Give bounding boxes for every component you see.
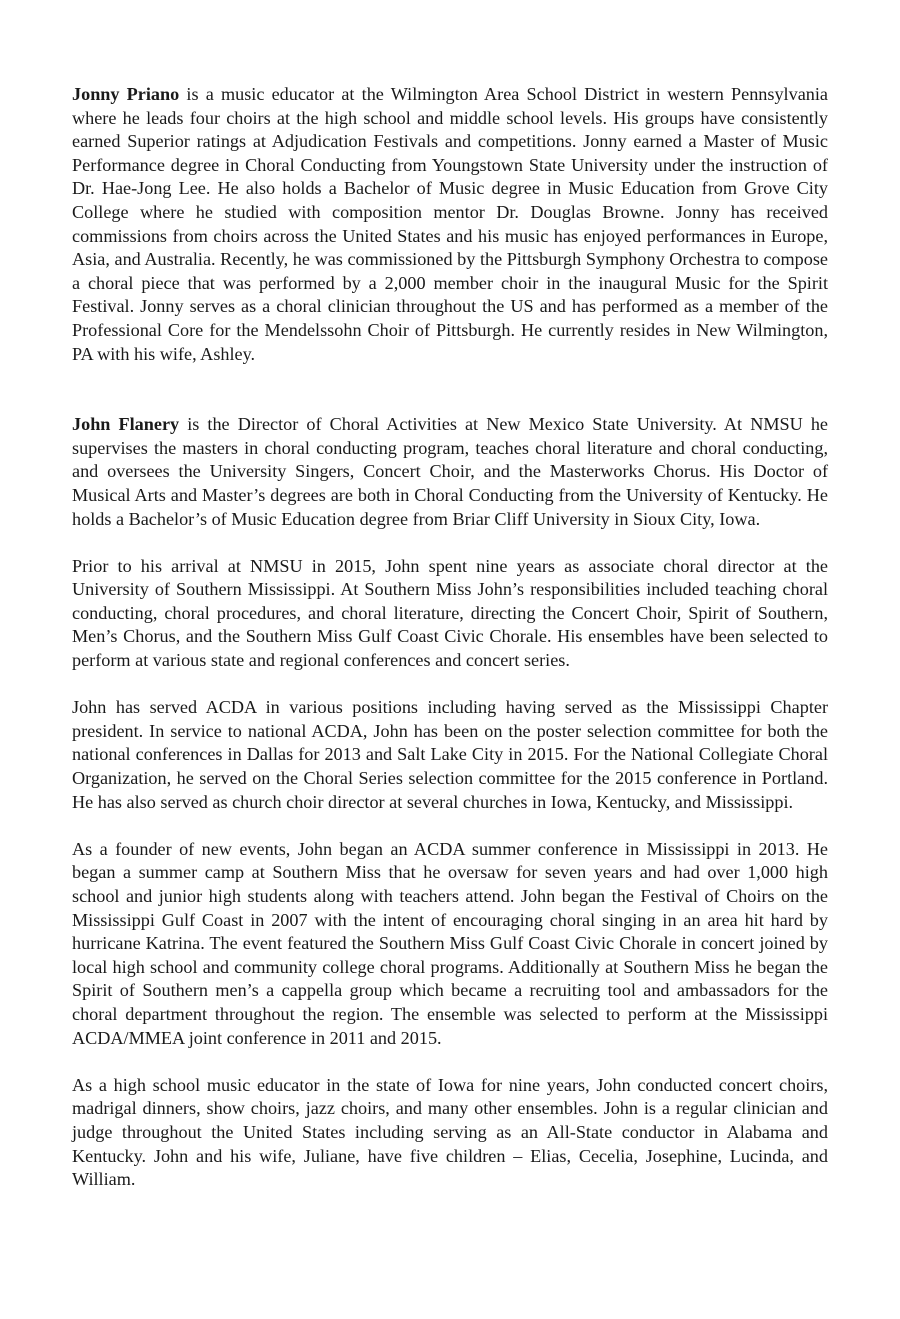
bio-flanery-paragraph-2: Prior to his arrival at NMSU in 2015, John spent nine years as associate choral director at the University of Southern Mississippi. At Southern Miss John’s responsibilities included teaching choral conducting, choral procedures, and choral literature, directing the Concert Choir, Spirit of Southern, Men’s Chorus, and the Southern Miss Gulf Coast Civic Chorale. His ensembles have been selected to perform at various state and regional conferences and concert series. xyxy=(72,555,828,671)
bio-priano-paragraph xyxy=(72,83,828,366)
bio-flanery-intro-text: is the Director of Choral Activities at New Mexico State University. At NMSU he supervises the masters in choral conducting program, teaches choral literature and choral conducting, and oversees the University Singers, Concert Choir, and the Masterworks Chorus. His Doctor of Musical Arts and Master’s degrees are both in Choral Conducting from the University of Kentucky. He holds a Bachelor’s of Music Education degree from Briar Cliff University in Sioux City, Iowa. xyxy=(72,414,828,529)
bio-flanery-intro-paragraph xyxy=(72,413,828,531)
bio-name-flanery: John Flanery xyxy=(72,414,180,435)
bio-flanery-paragraph-5: As a high school music educator in the state of Iowa for nine years, John conducted concert choirs, madrigal dinners, show choirs, jazz choirs, and many other ensembles. John is a regular clinician and judge throughout the United States including serving as an All-State conductor in Alabama and Kentucky. John and his wife, Juliane, have five children – Elias, Cecelia, Josephine, Lucinda, and William. xyxy=(72,1074,828,1190)
document-page xyxy=(72,83,828,1192)
bio-flanery-paragraph-4: As a founder of new events, John began an ACDA summer conference in Mississippi in 2013. He began a summer camp at Southern Miss that he oversaw for seven years and had over 1,000 high school and junior high students along with teachers attend. John began the Festival of Choirs on the Mississippi Gulf Coast in 2007 with the intent of encouraging choral singing in an area hit hard by hurricane Katrina. The event featured the Southern Miss Gulf Coast Civic Chorale in concert joined by local high school and community college choral programs. Additionally at Southern Miss he began the Spirit of Southern men’s a cappella group which became a recruiting tool and ambassadors for the choral department throughout the region. The ensemble was selected to perform at the Mississippi ACDA/MMEA joint conference in 2011 and 2015. xyxy=(72,838,828,1048)
bio-name-priano: Jonny Priano xyxy=(72,84,180,104)
bio-flanery-paragraph-3: John has served ACDA in various positions including having served as the Mississippi Chapter president. In service to national ACDA, John has been on the poster selection committee for both the national conferences in Dallas for 2013 and Salt Lake City in 2015. For the National Collegiate Choral Organization, he served on the Choral Series selection committee for the 2015 conference in Portland. He has also served as church choir director at several churches in Iowa, Kentucky, and Mississippi. xyxy=(72,697,828,812)
bio-priano-text: is a music educator at the Wilmington Area School District in western Pennsylvania where he leads four choirs at the high school and middle school levels. His groups have consistently earned Superior ratings at Adjudication Festivals and competitions. Jonny earned a Master of Music Performance degree in Choral Conducting from Youngstown State University under the instruction of Dr. Hae-Jong Lee. He also holds a Bachelor of Music degree in Music Education from Grove City College where he studied with composition mentor Dr. Douglas Browne. Jonny has received commissions from choirs across the United States and his music has enjoyed performances in Europe, Asia, and Australia. Recently, he was commissioned by the Pittsburgh Symphony Orchestra to compose a choral piece that was performed by a 2,000 member choir in the inaugural Music for the Spirit Festival. Jonny serves as a choral clinician throughout the US and has performed as a member of the Professional Core for the Mendelssohn Choir of Pittsburgh. He currently resides in New Wilmington, PA with his wife, Ashley. xyxy=(72,84,828,364)
